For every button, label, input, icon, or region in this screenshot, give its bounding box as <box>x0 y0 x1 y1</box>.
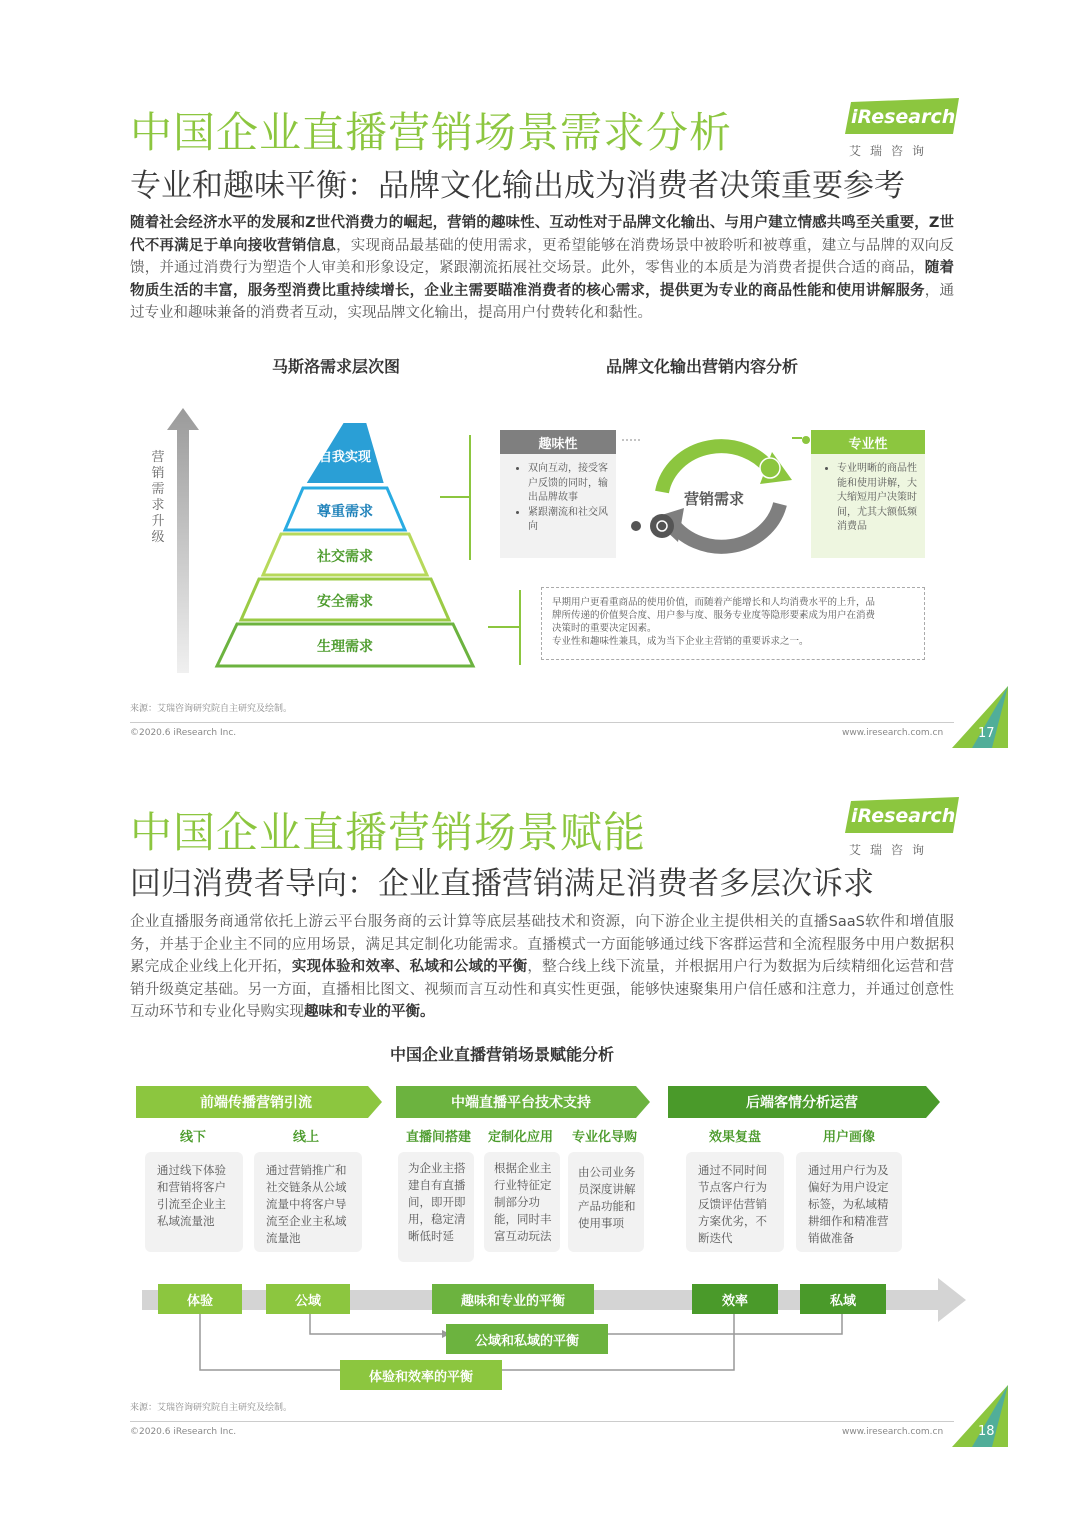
copyright-2: ©2020.6 iResearch Inc. <box>130 1427 237 1437</box>
copyright: ©2020.6 iResearch Inc. <box>130 728 237 738</box>
intro-segment: 随着社会经济水平的发展和Z世代消费力的崛起，营销的趣味性、互动性对于品牌文化输出、与用户建立情感共鸣至关重要，Z世代不再满足于单向接收营销信息 <box>130 215 954 254</box>
footer-divider <box>130 722 954 723</box>
intro-paragraph-2 <box>130 911 954 1024</box>
pro-title: 专业性 <box>811 430 925 454</box>
logo-brand: iResearch <box>851 106 956 128</box>
fun-item-2: • 紧跟潮流和社交风向 <box>528 506 616 535</box>
stage-front: 前端传播营销引流 <box>200 1095 312 1111</box>
fun-title: 趣味性 <box>500 430 616 454</box>
brand-analysis-heading: 品牌文化输出营销内容分析 <box>606 357 799 376</box>
iresearch-logo <box>845 98 965 158</box>
sub-review: 效果复盘 <box>709 1130 762 1145</box>
site-url: www.iresearch.com.cn <box>842 728 944 738</box>
card-offline: 通过线下体验和营销将客户引流至企业主私域流量池 <box>145 1152 243 1252</box>
card-room-setup: 为企业主搭建自有直播间，即开即用，稳定清晰低时延 <box>398 1152 474 1262</box>
note-line-4: 专业性和趣味性兼具，成为当下企业主营销的重要诉求之一。 <box>552 636 809 647</box>
card-persona: 通过用户行为及偏好为用户设定标签，为私域精耕细作和精准营销做准备 <box>796 1152 902 1252</box>
intro2-segment: 实现体验和效率、私域和公域的平衡 <box>291 959 528 976</box>
source-note: 来源：艾瑞咨询研究院自主研究及绘制。 <box>130 704 293 714</box>
fun-card <box>500 430 616 558</box>
page-title: 中国企业直播营销场景需求分析 <box>130 108 733 157</box>
tag-experience: 体验 <box>158 1284 242 1314</box>
intro-paragraph <box>130 212 954 325</box>
cycle-label: 营销需求 <box>684 490 745 508</box>
page2-title: 中国企业直播营销场景赋能 <box>130 808 647 857</box>
stage-middle: 中端直播平台技术支持 <box>451 1095 591 1111</box>
tag-public: 公域 <box>266 1284 350 1314</box>
card-online: 通过营销推广和社交链条从公域流量中将客户导流至企业主私域流量池 <box>254 1152 362 1252</box>
tag-efficiency: 效率 <box>692 1284 778 1314</box>
card-custom: 根据企业主行业特征定制部分功能，同时丰富互动玩法 <box>484 1152 560 1252</box>
page-number: 17 <box>978 726 995 741</box>
iresearch-logo-2 <box>845 797 965 857</box>
maslow-heading: 马斯洛需求层次图 <box>272 357 401 376</box>
pro-item-1: • 专业明晰的商品性能和使用讲解，大大缩短用户决策时间，尤其大额低频消费品 <box>837 462 921 535</box>
stage-back: 后端客情分析运营 <box>746 1095 858 1111</box>
page-subtitle: 专业和趣味平衡：品牌文化输出成为消费者决策重要参考 <box>130 168 905 204</box>
balance-experience-efficiency: 体验和效率的平衡 <box>340 1360 502 1390</box>
note-line-2: 牌所传递的价值契合度、用户参与度、服务专业度等隐形要素成为用户在消费 <box>552 610 876 621</box>
note-line-1: 早期用户更看重商品的使用价值，而随着产能增长和人均消费水平的上升，品 <box>552 597 876 608</box>
intro-segment: 随着物质生活的丰富，服务型消费比重持续增长，企业主需要瞄准消费者的核心需求，提供更为专业的商品性能和使用讲解服务 <box>130 260 954 299</box>
intro2-segment: ，整合线上线下流量，并根据用户行为数据为后续精细化运营和营销升级奠定基础。另一方面，直播相比图文、视频而言互动性和真实性更强，能够快速聚集用户信任感和注意力，并通过创意性互动环节和专业化导购实现 <box>130 959 955 1021</box>
logo-sub: 艾瑞咨询 <box>849 843 934 857</box>
page2-subtitle: 回归消费者导向：企业直播营销满足消费者多层次诉求 <box>130 866 874 902</box>
intro2-segment: 趣味和专业的平衡。 <box>304 1004 435 1021</box>
balance-public-private: 公域和私域的平衡 <box>446 1324 608 1354</box>
tier-self-label: 自我实现 <box>318 450 371 465</box>
site-url-2: www.iresearch.com.cn <box>842 1427 944 1437</box>
tier-physio-label: 生理需求 <box>317 639 373 655</box>
sub-room-setup: 直播间搭建 <box>406 1130 472 1145</box>
sub-custom: 定制化应用 <box>488 1130 554 1145</box>
page-number-2: 18 <box>978 1424 995 1439</box>
intro-segment: ，通过专业和趣味兼备的消费者互动，实现品牌文化输出，提高用户付费转化和黏性。 <box>130 282 954 322</box>
source-note-2: 来源：艾瑞咨询研究院自主研究及绘制。 <box>130 1403 293 1413</box>
card-guide: 由公司业务员深度讲解产品功能和使用事项 <box>568 1152 644 1252</box>
tag-private: 私域 <box>800 1284 886 1314</box>
tier-esteem-label: 尊重需求 <box>317 504 373 520</box>
note-box <box>541 587 925 660</box>
intro2-segment: 企业直播服务商通常依托上游云平台服务商的云计算等底层基础技术和资源，向下游企业主提供相关的直播SaaS软件和增值服务，并基于企业主不同的应用场景，满足其定制化功能需求。直播模式一方面能够通过线下客群运营和全流程服务中用户数据积累完成企业线上化开拓， <box>130 914 954 976</box>
axis-label: 营销需求升级 <box>151 450 165 545</box>
upgrade-arrow-icon <box>165 408 201 673</box>
sub-persona: 用户画像 <box>823 1130 876 1145</box>
fun-item-1: • 双向互动，接受客户反馈的同时，输出品牌故事 <box>528 462 616 506</box>
intro-segment: ，实现商品最基础的使用需求，更希望能够在消费场景中被聆听和被尊重，建立与品牌的双向反馈，并通过消费行为塑造个人审美和形象设定，紧跟潮流拓展社交场景。此外，零售业的本质是为消费者提供合适的商品， <box>130 237 955 277</box>
chart-heading: 中国企业直播营销场景赋能分析 <box>390 1045 615 1064</box>
tag-fun-pro: 趣味和专业的平衡 <box>432 1284 594 1314</box>
footer-divider-2 <box>130 1421 954 1422</box>
tier-safety-label: 安全需求 <box>317 594 373 610</box>
sub-offline: 线下 <box>180 1130 207 1145</box>
logo-brand: iResearch <box>851 805 956 827</box>
sub-online: 线上 <box>293 1130 320 1145</box>
logo-sub: 艾瑞咨询 <box>849 144 934 158</box>
tier-social-label: 社交需求 <box>317 549 373 565</box>
sub-guide: 专业化导购 <box>572 1130 638 1145</box>
pro-card <box>811 430 925 558</box>
note-line-3: 决策时的重要决定因素。 <box>552 623 657 634</box>
card-review: 通过不同时间节点客户行为反馈评估营销方案优劣，不断迭代 <box>686 1152 784 1252</box>
